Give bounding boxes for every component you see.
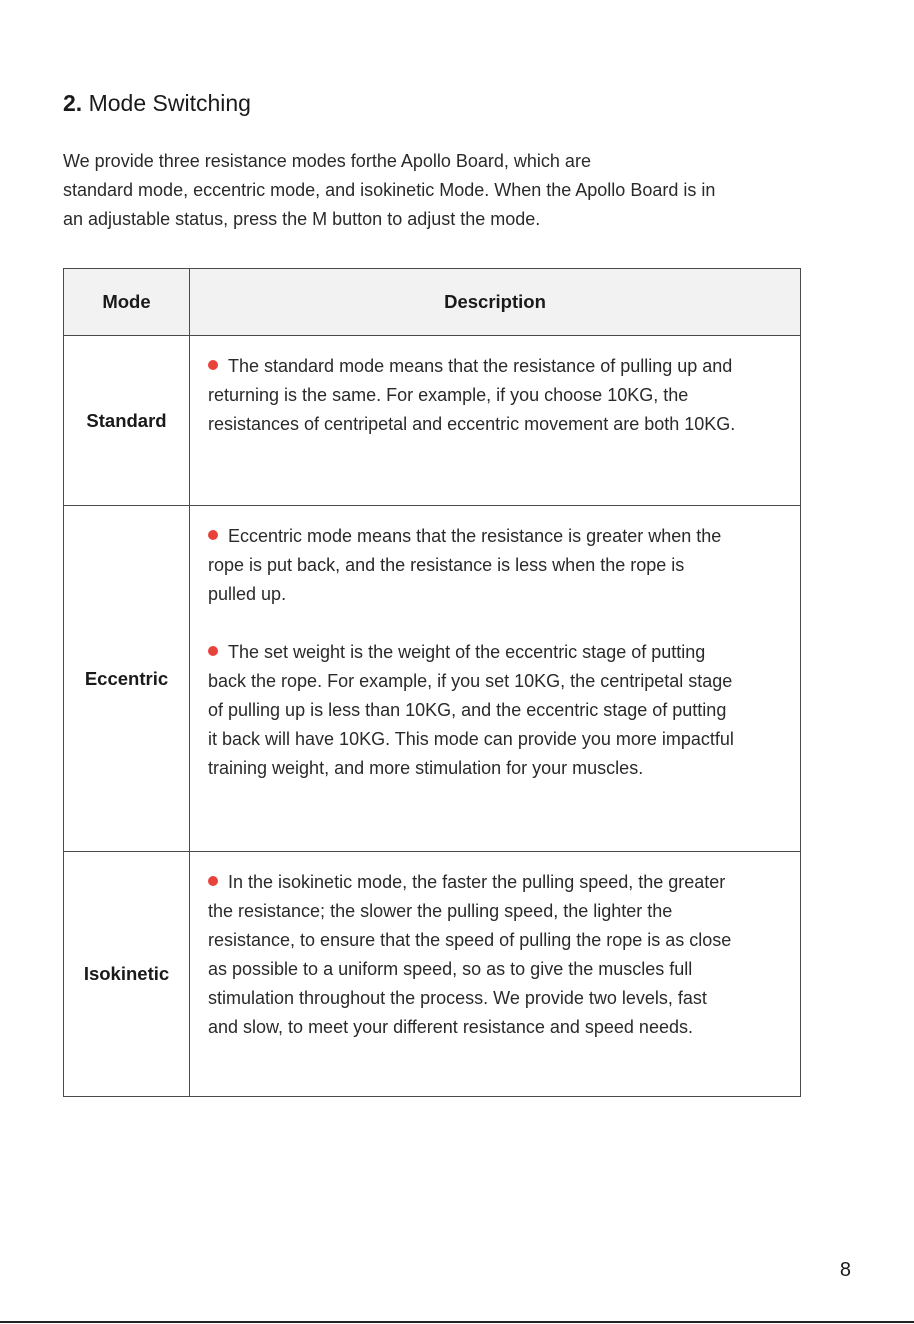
description-line: resistances of centripetal and eccentric movement are both 10KG. [208,414,736,434]
description-line: it back will have 10KG. This mode can provide you more impactful [208,729,734,749]
section-number: 2. [63,90,83,116]
table-row-eccentric [64,506,801,852]
description-line: resistance, to ensure that the speed of pulling the rope is as close [208,930,732,950]
description-line: back the rope. For example, if you set 10KG, the centripetal stage [208,671,733,691]
intro-paragraph [63,147,803,234]
header-description: Description [190,269,801,336]
intro-line: standard mode, eccentric mode, and isokinetic Mode. When the Apollo Board is in [63,180,716,200]
description-line: In the isokinetic mode, the faster the pulling speed, the greater [208,868,790,897]
description-line: as possible to a uniform speed, so as to give the muscles full [208,959,693,979]
mode-description [190,336,801,506]
description-paragraph [208,868,790,1042]
mode-name: Isokinetic [64,852,190,1097]
mode-table [63,268,801,1097]
page-title [63,88,251,118]
table-row-isokinetic [64,852,801,1097]
mode-name: Eccentric [64,506,190,852]
description-line: rope is put back, and the resistance is less when the rope is [208,555,685,575]
bullet-dot-icon [208,530,218,540]
header-mode: Mode [64,269,190,336]
bullet-dot-icon [208,360,218,370]
description-paragraph [208,352,790,439]
description-line: and slow, to meet your different resistance and speed needs. [208,1017,693,1037]
description-line: of pulling up is less than 10KG, and the eccentric stage of putting [208,700,727,720]
page-number: 8 [839,1259,851,1281]
description-paragraph [208,522,790,609]
table-row-standard [64,336,801,506]
description-line: the resistance; the slower the pulling speed, the lighter the [208,901,673,921]
section-title: Mode Switching [88,90,251,116]
bullet-dot-icon [208,646,218,656]
description-paragraph [208,638,790,783]
description-line: training weight, and more stimulation for your muscles. [208,758,644,778]
table-header-row [64,269,801,336]
description-line: stimulation throughout the process. We provide two levels, fast [208,988,707,1008]
intro-line: an adjustable status, press the M button to adjust the mode. [63,209,541,229]
description-line: Eccentric mode means that the resistance is greater when the [208,522,790,551]
mode-description [190,852,801,1097]
description-line: pulled up. [208,584,287,604]
bullet-dot-icon [208,876,218,886]
description-line: returning is the same. For example, if you choose 10KG, the [208,385,689,405]
mode-name: Standard [64,336,190,506]
description-line: The standard mode means that the resistance of pulling up and [208,352,790,381]
mode-description [190,506,801,852]
intro-line: We provide three resistance modes forthe Apollo Board, which are [63,151,591,171]
bottom-divider [0,1321,914,1323]
description-line: The set weight is the weight of the eccentric stage of putting [208,638,790,667]
